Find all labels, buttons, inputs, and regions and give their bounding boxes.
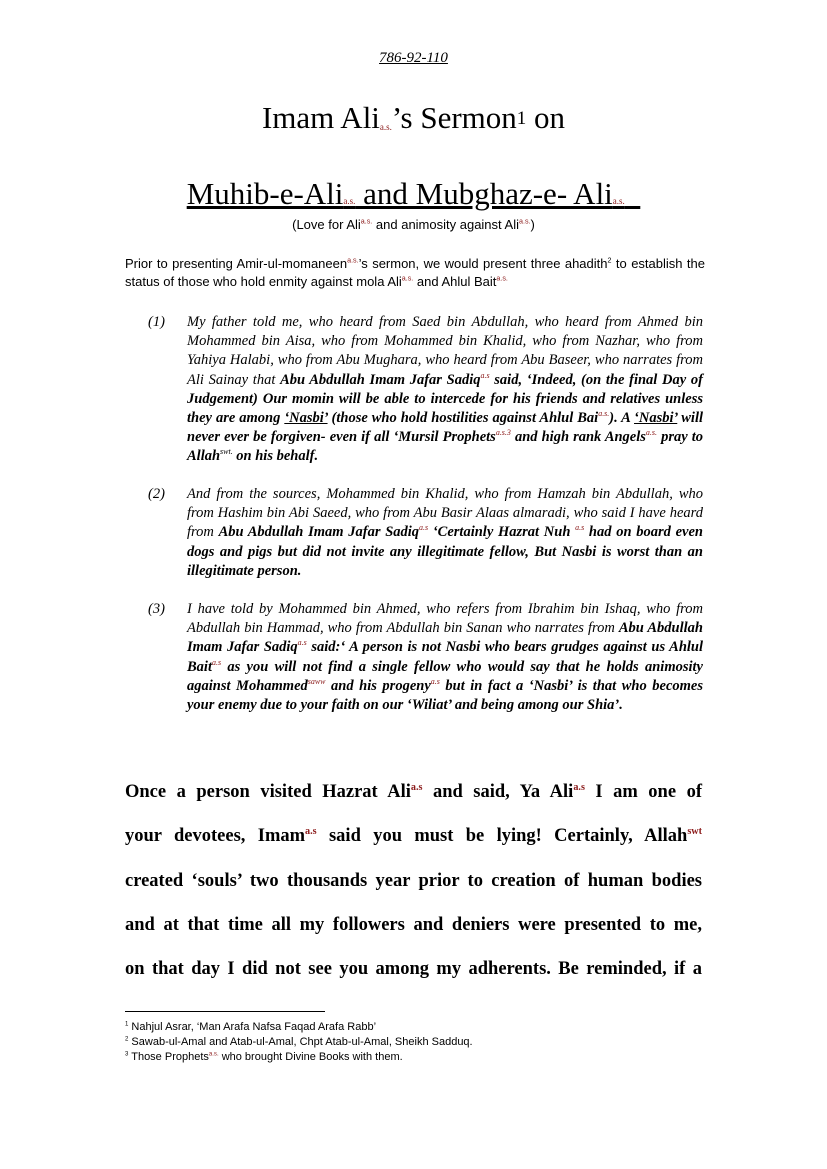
footnote-divider [125,1011,325,1012]
hadith-number: (1) [148,314,165,330]
intro-text: ’s sermon, we would present three ahadith [358,256,608,271]
hadith-text: I have told by Mohammed bin Ahmed, who refers from Ibrahim bin Ishaq, who from Abdullah bin Hammad, who from Abdullah bin Sanan who narrates from Abu Abdullah Imam Jafar Sadiq$^{a.s}$ said:‘ A person is not Nasbi who bears grudges against us Ahlul Bait$^{a.s}$ as you will not find a single fellow who would say that he holds animosity against Mohammed$^{saww}$ and his progeny$^{a.s}$ but in fact a ‘Nasbi’ is that who becomes your enemy due to your faith on our ‘Wiliat’ and being among our Shia’. [187,601,704,714]
subtitle-part: Muhib-e-Ali [186,176,344,211]
subtitle-note-part: and animosity against Ali [372,217,519,232]
honorific-sup: a.s. [343,196,356,206]
title-part: on [526,100,566,135]
hadith-number: (2) [148,486,165,502]
footnote-ref: 1 [516,108,527,129]
subtitle-note [0,217,827,232]
honorific-sup: a.s. [401,274,414,283]
footnotes [125,1020,473,1065]
hadith-item-1 [148,313,703,467]
footnote-ref: 2 [607,256,612,265]
honorific-sup: a.s. [360,217,373,226]
document-code: 786-92-110 [379,50,448,66]
page-title [0,100,827,136]
hadith-text: And from the sources, Mohammed bin Khalid, who from Hamzah bin Abdullah, who from Hashim bin Abi Saeed, who from Abu Basir Alaas almaradi, who said I have heard from Abu Abdullah Imam Jafar Sadiq$^{a.s}$ ‘Certainly Hazrat Nuh $^{a.s}$ had on board even dogs and pigs but did not invite any illegitimate fellow, But Nasbi is worst than an illegitimate person. [187,486,703,579]
subtitle-part: and Mubghaz-e- Ali [355,176,613,211]
footnote-3: $^3$ Those Prophets$^{a.s.}$ who brought Divine Books with them. [125,1051,403,1063]
honorific-sup: a.s. [519,217,531,226]
main-line: Once a person visited Hazrat Ali$^{a.s}$ and said, Ya Ali$^{a.s}$ I am one of [125,781,702,802]
main-line: created ‘souls’ two thousands year prior to creation of human bodies [125,870,702,891]
hadith-item-3 [148,600,703,715]
subtitle-note-part: (Love for Ali [292,217,361,232]
intro-text: and Ahlul Bait [413,274,497,289]
hadith-text: My father told me, who heard from Saed bin Abdullah, who heard from Ahmed bin Mohammed bin Aisa, who from Mohammed bin Khalid, who from Nazhar, who from Yahiya Halabi, who from Abu Mughara, who heard from Abu Baseer, who narrates from Ali Sainay that Abu Abdullah Imam Jafar Sadiq$^{a.s}$ said, ‘Indeed, (on the final Day of Judgement) Our momin will be able to intercede for his friends and relatives unless they are among ‘Nasbi’ (those who hold hostilities against Ahlul Bai$^{a.s.}$). A ‘Nasbi’ will never ever be forgiven- even if all ‘Mursil Prophets$^{a.s.3}$ and high rank Angels$^{a.s.}$ pray to Allah$^{swt.}$ on his behalf. [187,314,704,465]
honorific-sup: a.s. [347,256,359,265]
footnote-1: $^1$ Nahjul Asrar, ‘Man Arafa Nafsa Faqad Arafa Rabb’ [125,1021,377,1033]
intro-paragraph [125,255,705,291]
subtitle-note-part: ) [530,217,535,232]
main-line: on that day I did not see you among my adherents. Be reminded, if a [125,959,702,980]
main-line: and at that time all my followers and deniers were presented to me, [125,914,702,935]
main-line: your devotees, Imam$^{a.s}$ said you must be lying! Certainly, Allah$^{swt}$ [125,826,702,847]
title-part: ’s Sermon [391,100,517,135]
intro-text: to establish the status of those who hold enmity against mola Ali [125,256,705,289]
title-part: Imam Ali [261,100,380,135]
footnote-2: $^2$ Sawab-ul-Amal and Atab-ul-Amal, Chpt Atab-ul-Amal, Sheikh Sadduq. [125,1036,473,1048]
page-subtitle [0,176,827,212]
honorific-sup: a.s. [379,122,392,132]
hadith-item-2 [148,485,703,581]
intro-text: Prior to presenting Amir-ul-momaneen [125,256,348,271]
honorific-sup: a.s. [496,274,508,283]
honorific-sup: a.s. [612,196,625,206]
hadith-number: (3) [148,601,165,617]
main-paragraph [125,770,702,991]
